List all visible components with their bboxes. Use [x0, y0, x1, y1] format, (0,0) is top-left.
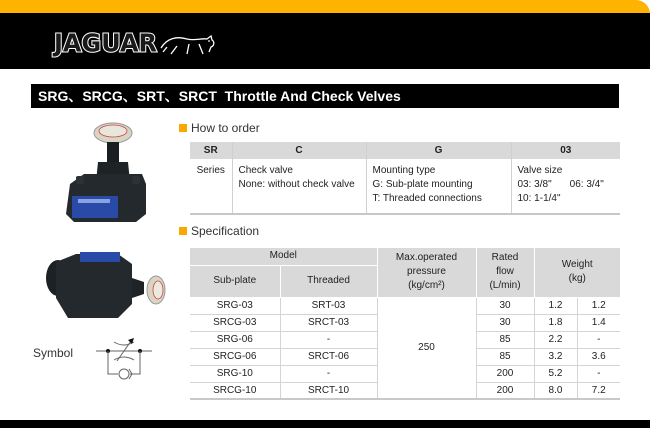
- weight-header: Weight (kg): [534, 248, 620, 297]
- bullet-square-icon: [179, 124, 187, 132]
- valve-image-vertical: [60, 118, 150, 228]
- spec-header-row-1: [190, 248, 620, 265]
- pressure-header: Max.operated pressure (kg/cm²): [377, 248, 476, 297]
- table-row: SRCG-06 SRCT-06 85 3.2 3.6: [190, 348, 620, 365]
- table-row: SRG-06 - 85 2.2 -: [190, 331, 620, 348]
- top-accent-strip: [0, 0, 650, 14]
- table-row: SRG-10 - 200 5.2 -: [190, 365, 620, 382]
- order-desc-row: [190, 159, 620, 214]
- threaded-header: Threaded: [280, 265, 377, 297]
- page-title: SRG、SRCG、SRT、SRCT Throttle And Check Velves: [31, 84, 619, 108]
- sub-plate-header: Sub-plate: [190, 265, 280, 297]
- jaguar-cat-icon: [159, 30, 219, 56]
- order-col-mounting-code: G: [366, 142, 511, 159]
- order-col-series-code: SR: [190, 142, 232, 159]
- pressure-value: 250: [377, 297, 476, 399]
- throttle-check-valve-symbol-icon: [94, 338, 154, 380]
- order-check-cell: Check valve None: without check valve: [232, 159, 366, 214]
- model-header: Model: [190, 248, 377, 265]
- table-row: SRCG-10 SRCT-10 200 8.0 7.2: [190, 382, 620, 399]
- flow-header: Rated flow (L/min): [476, 248, 534, 297]
- how-to-order-table: [190, 142, 620, 215]
- order-col-size-code: 03: [511, 142, 620, 159]
- valve-image-horizontal: [34, 248, 174, 328]
- specification-heading: Specification: [179, 224, 259, 238]
- symbol-label: Symbol: [33, 346, 74, 360]
- footer-band: [0, 420, 650, 428]
- order-header-row: [190, 142, 620, 159]
- order-mounting-cell: Mounting type G: Sub-plate mounting T: Threaded connections: [366, 159, 511, 214]
- brand-name: JAGUAR: [54, 28, 158, 58]
- table-row: SRG-03 SRT-03 250 30 1.2 1.2: [190, 297, 620, 314]
- order-size-cell: Valve size 03: 3/8" 06: 3/4" 10: 1-1/4": [511, 159, 620, 214]
- order-col-check-code: C: [232, 142, 366, 159]
- how-to-order-heading: How to order: [179, 121, 260, 135]
- specification-table: [190, 248, 620, 400]
- bullet-square-icon: [179, 227, 187, 235]
- brand-logo: [54, 30, 219, 56]
- order-series-cell: Series: [190, 159, 232, 214]
- table-row: SRCG-03 SRCT-03 30 1.8 1.4: [190, 314, 620, 331]
